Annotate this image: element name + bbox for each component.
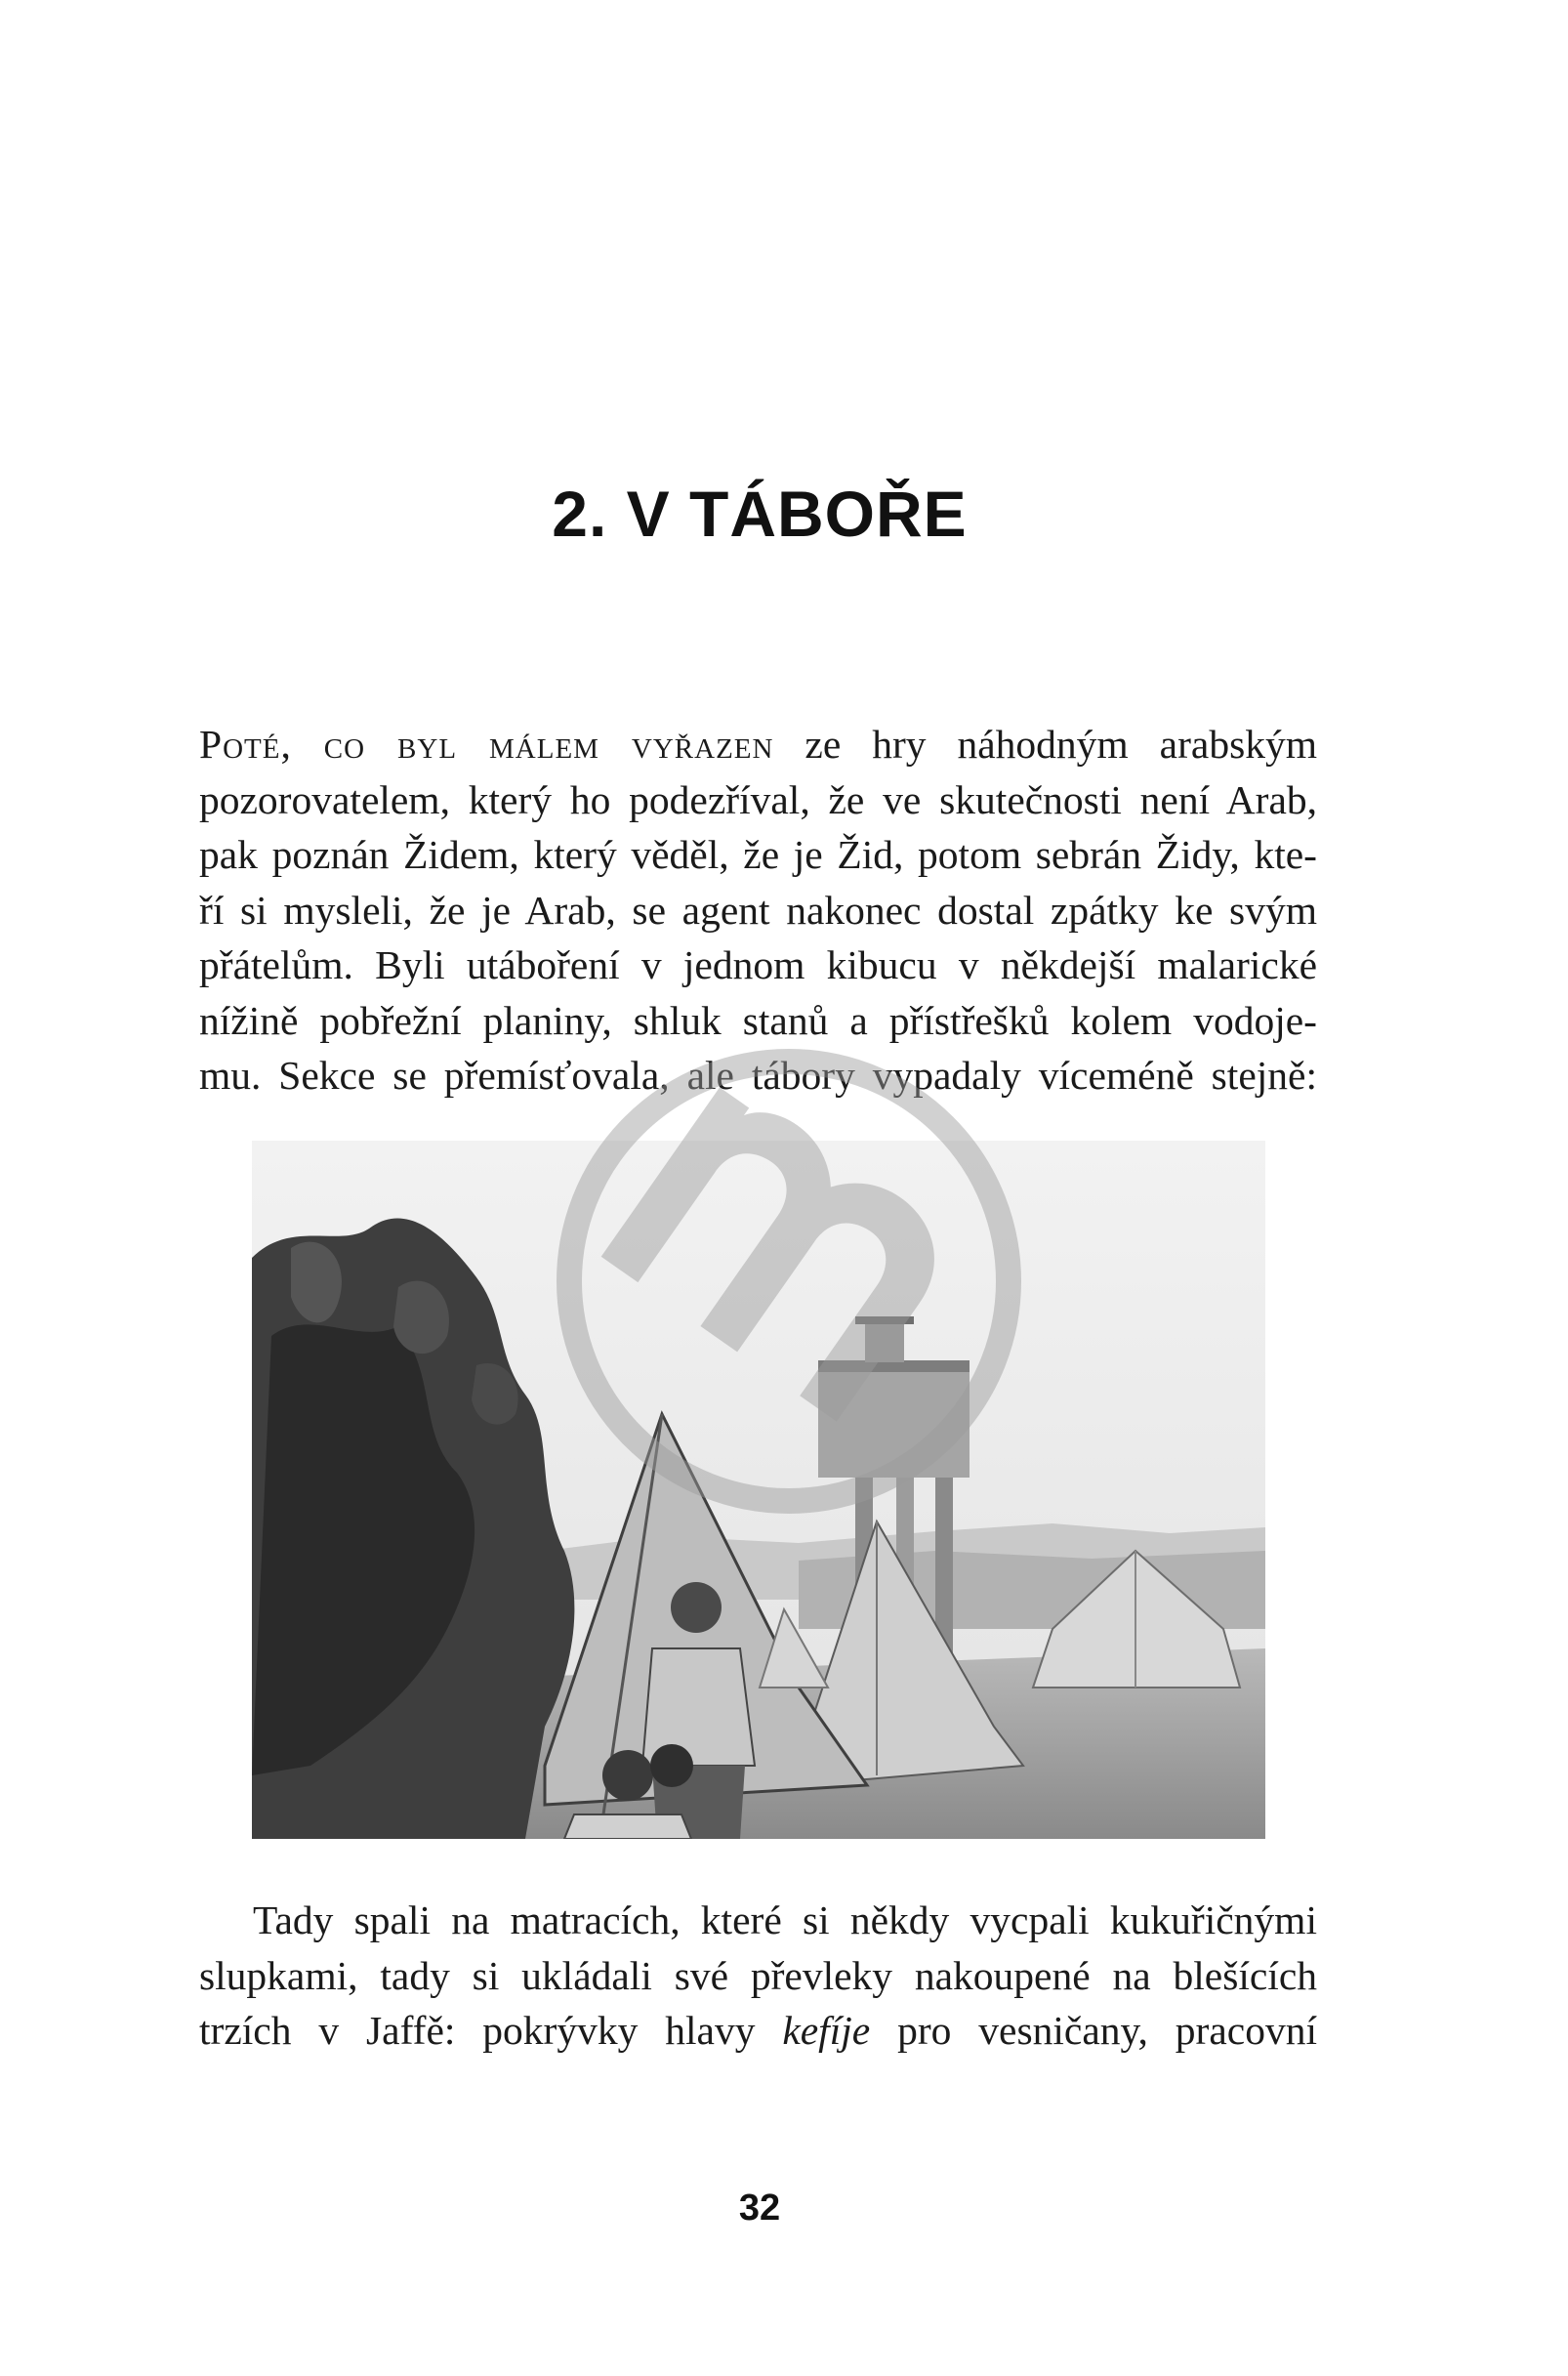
photo-camp-tents-water-tower-icon — [252, 1141, 1265, 1839]
camp-photo — [252, 1141, 1265, 1839]
lead-smallcaps: Poté, co byl málem vyřazen — [199, 722, 774, 767]
paragraph-2 — [199, 1893, 1317, 2059]
page-number: 32 — [738, 2188, 781, 2229]
paragraph-2-line-1: Tady spali na matracích, které si někdy vycpali kukuřičnými — [253, 1897, 1317, 1942]
paragraph-1-line-4: ří si mysleli, že je Arab, se agent nakonec dostal zpátky ke svým — [199, 887, 1317, 933]
line-3-text-after: pro vesničany, pracovní — [870, 2008, 1317, 2053]
paragraph-1-line-3: pak poznán Židem, který věděl, že je Žid, potom sebrán Židy, kte- — [199, 832, 1317, 877]
paragraph-1-line-7: mu. Sekce se přemísťovala, ale tábory vypadaly víceméně stejně: — [199, 1053, 1317, 1098]
paragraph-2-line-3 — [199, 2003, 1317, 2059]
paragraph-1-line-6: nížině pobřežní planiny, shluk stanů a přístřešků kolem vodoje- — [199, 997, 1317, 1043]
line-3-text-before: trzích v Jaffě: pokrývky hlavy — [199, 2008, 783, 2053]
paragraph-1-line-2: pozorovatelem, který ho podezříval, že ve skutečnosti není Arab, — [199, 776, 1317, 822]
line-text: ze hry náhodným arabským — [773, 722, 1317, 767]
chapter-title: 2. V TÁBOŘE — [552, 478, 968, 550]
paragraph-2-line-2: slupkami, tady si ukládali své převleky nakoupené na blešících — [199, 1952, 1317, 1998]
paragraph-1-line-5: přátelům. Byli utáboření v jednom kibucu v někdejší malarické — [199, 942, 1317, 987]
line-3-italic-word: kefíje — [782, 2008, 871, 2053]
paragraph-1-line-1 — [199, 717, 1317, 772]
paragraph-1 — [199, 717, 1317, 1104]
